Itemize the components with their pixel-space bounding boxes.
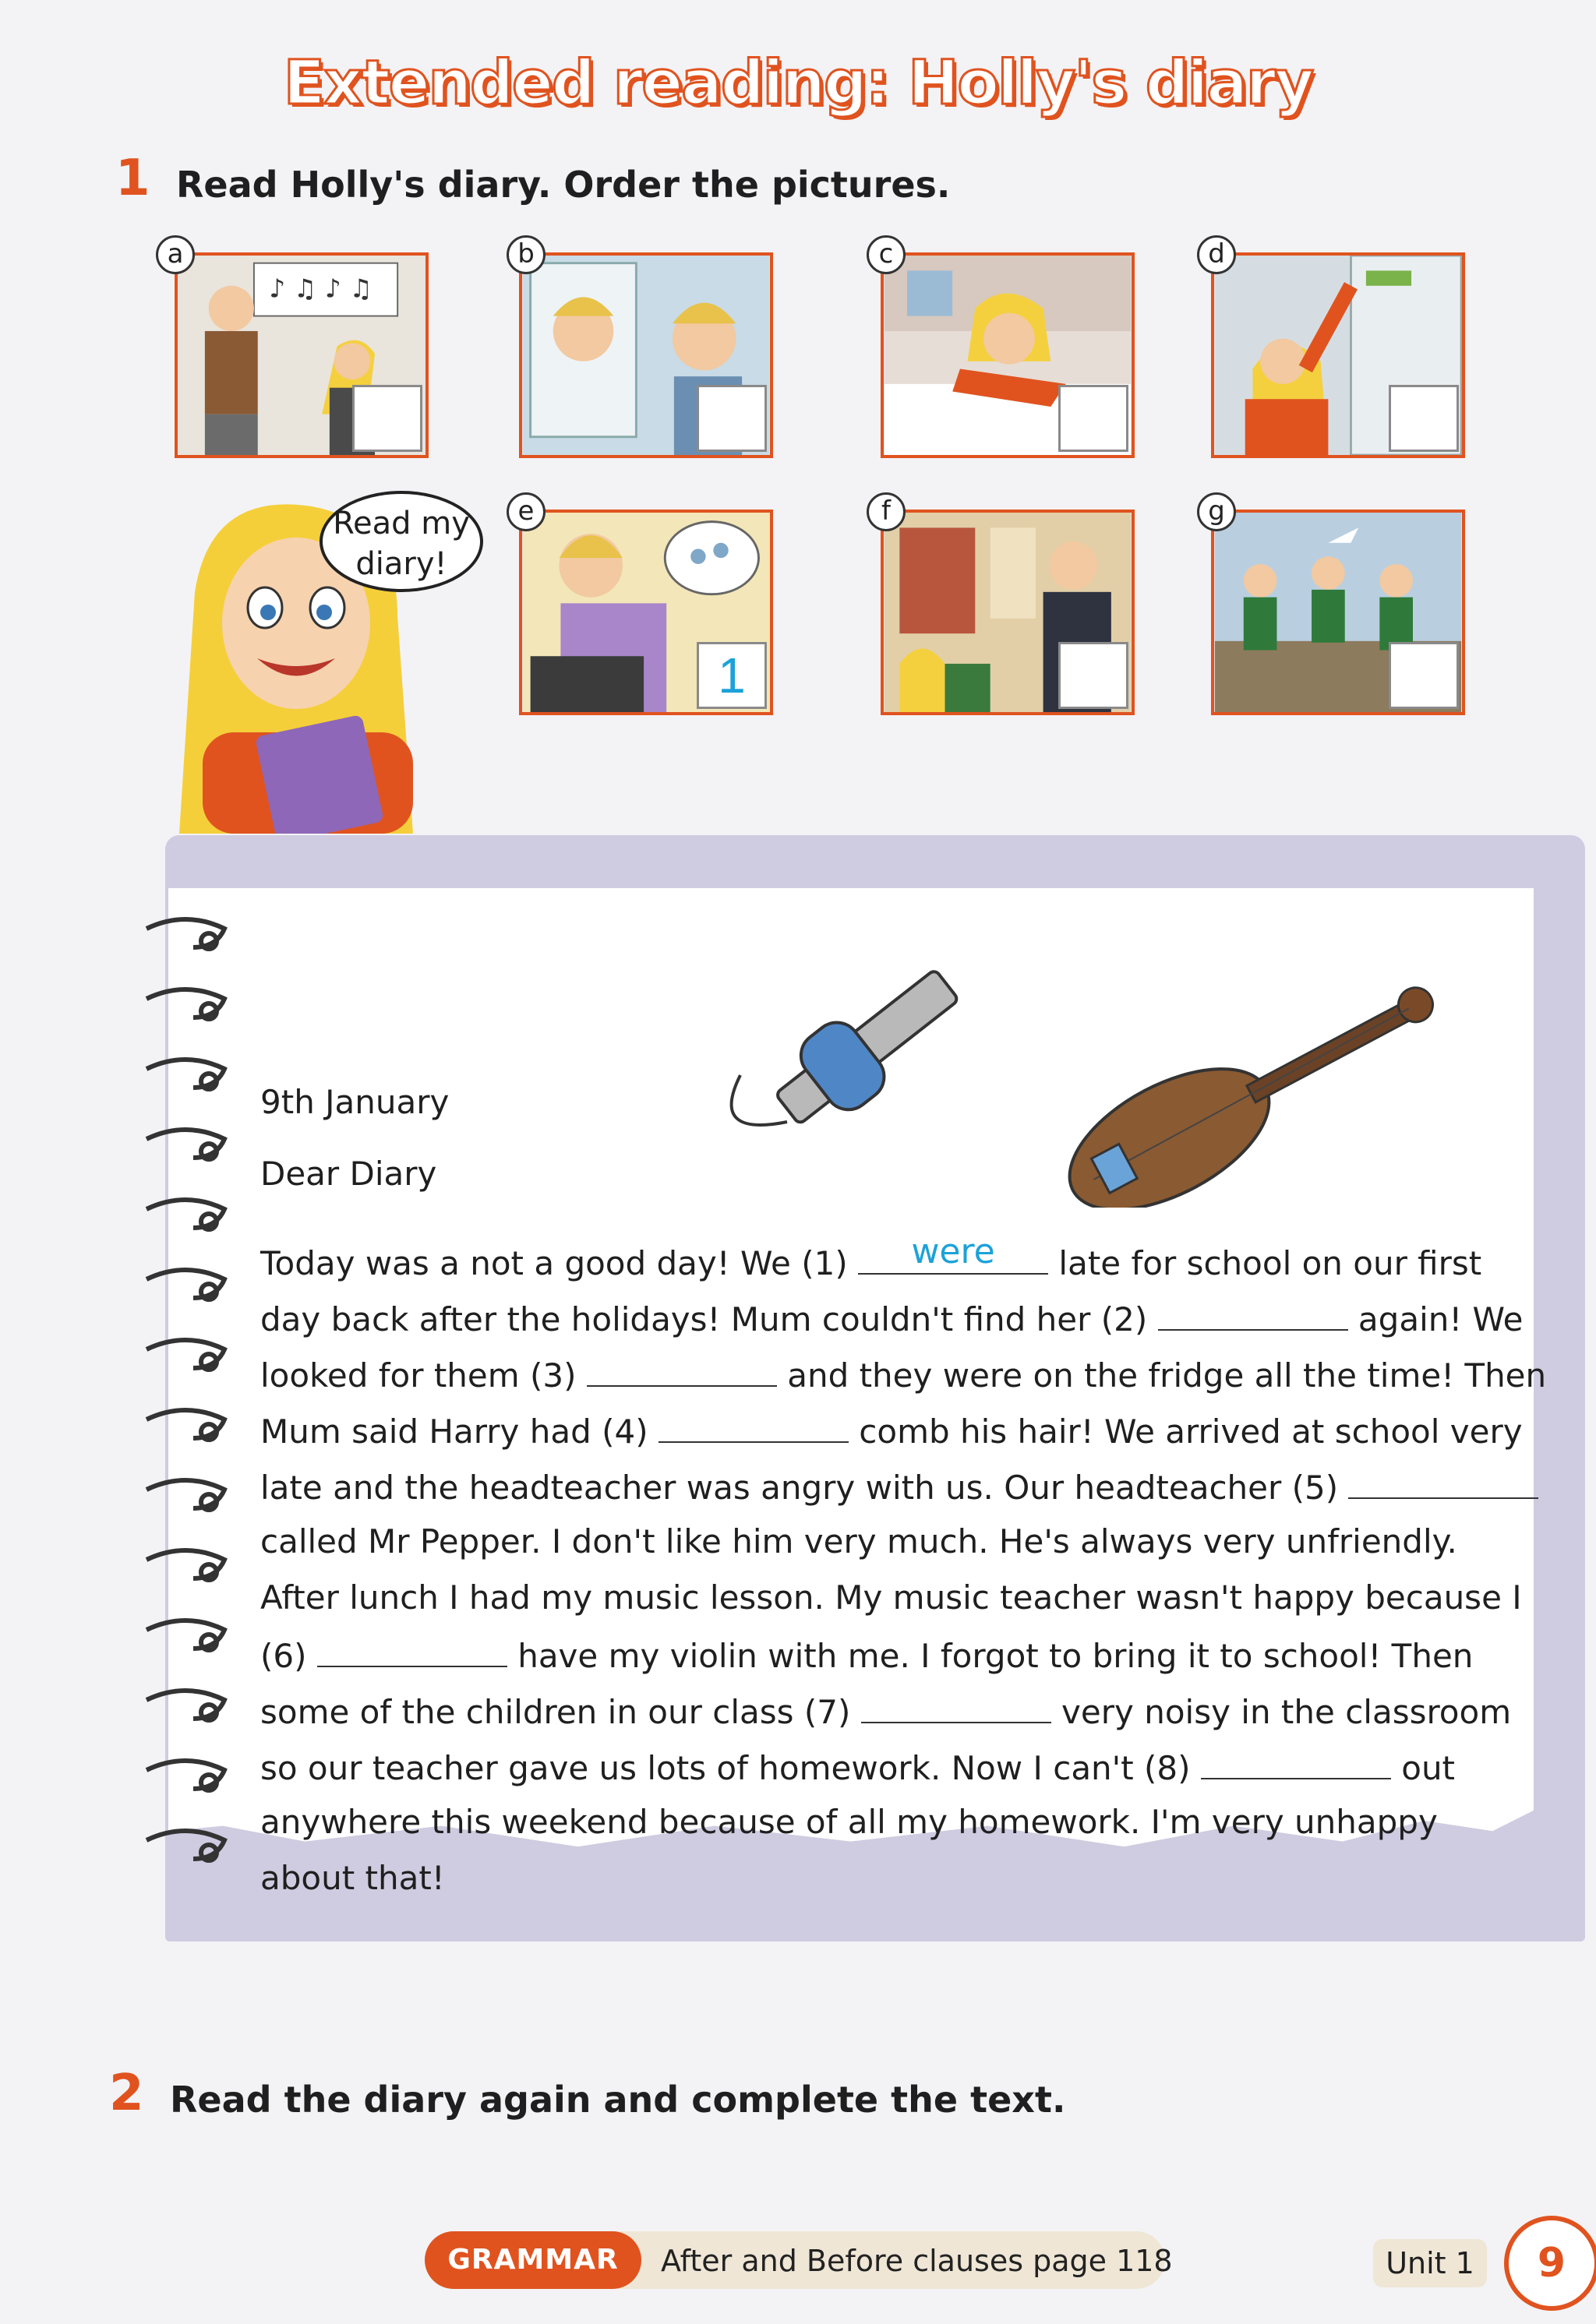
picture-d: [1211, 252, 1465, 458]
diary-greeting: Dear Diary: [260, 1155, 437, 1193]
answer-box-f[interactable]: [1058, 642, 1128, 709]
gap-4[interactable]: [659, 1410, 849, 1443]
grammar-reference-text: After and Before clauses page 118: [661, 2244, 1173, 2278]
picture-letter-c: c: [867, 235, 906, 274]
answer-box-a[interactable]: [352, 385, 422, 452]
answer-box-g[interactable]: [1389, 642, 1459, 709]
diary-line: about that!: [260, 1859, 445, 1897]
speech-bubble-line-2: diary!: [355, 546, 447, 582]
picture-letter-b: b: [507, 235, 546, 274]
diary-line: After lunch I had my music lesson. My music teacher wasn't happy because I: [260, 1578, 1522, 1617]
diary-line: anywhere this weekend because of all my homework. I'm very unhappy: [260, 1803, 1438, 1841]
svg-text:♪ ♫ ♪ ♫: ♪ ♫ ♪ ♫: [269, 273, 373, 304]
diary-line: day back after the holidays! Mum couldn't find her (2) again! We: [260, 1298, 1523, 1338]
grammar-tag: GRAMMAR: [425, 2231, 641, 2289]
picture-b: [519, 252, 773, 458]
picture-letter-a: a: [156, 235, 195, 274]
page-number: 9: [1504, 2216, 1596, 2311]
exercise-2-number: 2: [109, 2065, 144, 2122]
picture-c: [881, 252, 1135, 458]
page-title: Extended reading: Holly's diary: [283, 48, 1313, 118]
diary-line: called Mr Pepper. I don't like him very much. He's always very unfriendly.: [260, 1522, 1457, 1561]
speech-bubble: [320, 491, 483, 592]
picture-g: [1211, 510, 1465, 715]
diary-line: Today was a not a good day! We (1) were late for school on our first: [260, 1232, 1482, 1282]
comb-and-violin-icon: [725, 927, 1449, 1208]
answer-box-d[interactable]: [1389, 385, 1459, 452]
exercise-1-instruction: Read Holly's diary. Order the pictures.: [176, 164, 951, 206]
gap-8[interactable]: [1201, 1747, 1391, 1779]
picture-f: [881, 510, 1135, 715]
speech-bubble-line-1: Read my: [333, 506, 470, 541]
gap-6[interactable]: [317, 1635, 507, 1667]
diary-line: looked for them (3) and they were on the fridge all the time! Then: [260, 1354, 1546, 1395]
exercise-2-instruction: Read the diary again and complete the text.: [170, 2079, 1066, 2121]
picture-a: [175, 252, 429, 458]
picture-letter-d: d: [1197, 235, 1236, 274]
diary-line: some of the children in our class (7) very noisy in the classroom: [260, 1691, 1511, 1731]
gap-1-answer: were: [911, 1232, 995, 1271]
spiral-binding-icon: [139, 910, 232, 1907]
diary-line: late and the headteacher was angry with us. Our headteacher (5): [260, 1466, 1538, 1507]
diary-date: 9th January: [260, 1083, 450, 1121]
answer-box-e[interactable]: 1: [697, 642, 767, 709]
answer-box-c[interactable]: [1058, 385, 1128, 452]
gap-1[interactable]: [858, 1232, 1048, 1275]
picture-letter-f: f: [867, 492, 906, 531]
gap-7[interactable]: [861, 1691, 1051, 1723]
gap-2[interactable]: [1158, 1298, 1348, 1331]
diary-line: (6) have my violin with me. I forgot to bring it to school! Then: [260, 1635, 1473, 1675]
gap-5[interactable]: [1348, 1466, 1538, 1499]
diary-line: Mum said Harry had (4) comb his hair! We arrived at school very: [260, 1410, 1523, 1451]
gap-3[interactable]: [587, 1354, 777, 1387]
unit-label: Unit 1: [1373, 2239, 1487, 2287]
picture-e: [519, 510, 773, 715]
answer-box-b[interactable]: [697, 385, 767, 452]
picture-letter-e: e: [507, 492, 546, 531]
picture-letter-g: g: [1197, 492, 1236, 531]
exercise-1-number: 1: [115, 150, 150, 207]
diary-line: so our teacher gave us lots of homework. Now I can't (8) out: [260, 1747, 1455, 1787]
